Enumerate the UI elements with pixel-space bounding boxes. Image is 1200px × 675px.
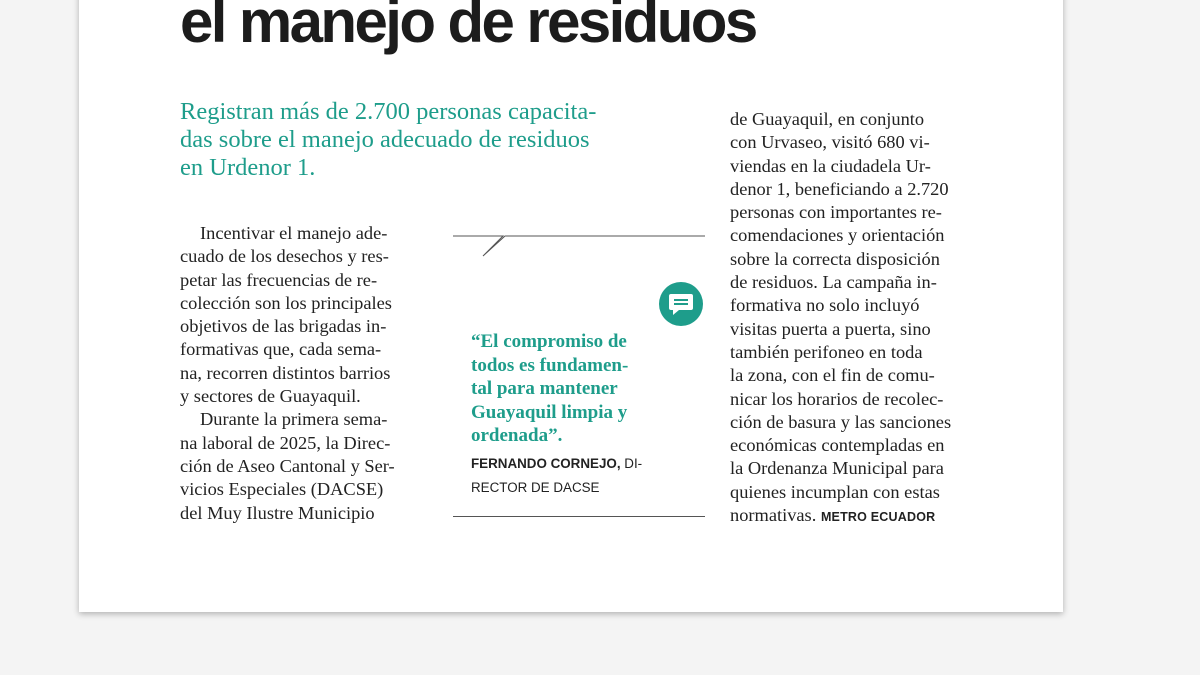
quote-line: Guayaquil limpia y <box>471 401 628 423</box>
column-line: económicas contempladas en <box>730 435 945 456</box>
column-line: normativas. <box>730 505 817 526</box>
column-line: visitas puerta a puerta, sino <box>730 318 931 339</box>
pull-quote <box>471 330 628 448</box>
column-line: petar las frecuencias de re- <box>180 269 378 290</box>
article-column-1 <box>180 222 430 525</box>
column-line: con Urvaseo, visitó 680 vi- <box>730 132 930 153</box>
headline: el manejo de residuos <box>180 0 756 55</box>
column-line: Incentivar el manejo ade- <box>200 223 388 243</box>
quote-line: tal para mantener <box>471 378 618 400</box>
column-line: colección son los principales <box>180 292 392 313</box>
quote-line: ordenada”. <box>471 425 563 447</box>
byline: METRO ECUADOR <box>820 510 936 525</box>
speaker-title-part2: RECTOR DE DACSE <box>471 480 600 495</box>
column-line: denor 1, beneficiando a 2.720 <box>730 178 949 199</box>
column-line: objetivos de las brigadas in- <box>180 316 387 337</box>
column-line: la Ordenanza Municipal para <box>730 458 944 479</box>
speaker-name: FERNANDO CORNEJO, <box>471 456 621 471</box>
column-line: nicar los horarios de recolec- <box>730 388 944 409</box>
column-line: comendaciones y orientación <box>730 225 945 246</box>
quote-attribution <box>471 452 642 500</box>
quote-line: todos es fundamen- <box>471 354 629 376</box>
article-column-2 <box>730 108 980 529</box>
column-line-final <box>730 504 980 529</box>
newspaper-page <box>79 0 1063 612</box>
column-line: la zona, con el fin de comu- <box>730 365 935 386</box>
quote-line: “El compromiso de <box>471 331 627 352</box>
column-line: cuado de los desechos y res- <box>180 246 389 267</box>
deck-line: das sobre el manejo adecuado de residuos <box>180 126 590 153</box>
column-line: Durante la primera sema- <box>200 409 388 430</box>
column-line: vicios Especiales (DACSE) <box>180 479 384 500</box>
speaker-title-part1: DI- <box>624 456 643 471</box>
speech-bubble-icon <box>659 282 703 326</box>
attribution-line-1 <box>471 452 642 476</box>
column-line: y sectores de Guayaquil. <box>180 386 361 407</box>
column-line: ción de basura y las sanciones <box>730 411 952 432</box>
deck-subheadline <box>180 98 700 182</box>
deck-line: en Urdenor 1. <box>180 154 316 181</box>
column-line: ción de Aseo Cantonal y Ser- <box>180 455 395 476</box>
column-line: formativas que, cada sema- <box>180 339 382 360</box>
column-line: formativa no solo incluyó <box>730 295 920 316</box>
quote-bottom-rule <box>453 516 705 517</box>
column-line: na laboral de 2025, la Direc- <box>180 432 391 453</box>
column-line: de Guayaquil, en conjunto <box>730 109 925 129</box>
column-line: viendas en la ciudadela Ur- <box>730 155 931 176</box>
deck-line: Registran más de 2.700 personas capacita- <box>180 98 597 125</box>
column-line: sobre la correcta disposición <box>730 248 940 269</box>
column-line: quienes incumplan con estas <box>730 481 940 502</box>
quote-top-rule <box>453 229 705 257</box>
column-line: personas con importantes re- <box>730 202 942 223</box>
column-line: del Muy Ilustre Municipio <box>180 502 375 523</box>
column-line: también perifoneo en toda <box>730 341 923 362</box>
column-line: na, recorren distintos barrios <box>180 362 391 383</box>
column-line: de residuos. La campaña in- <box>730 272 937 293</box>
